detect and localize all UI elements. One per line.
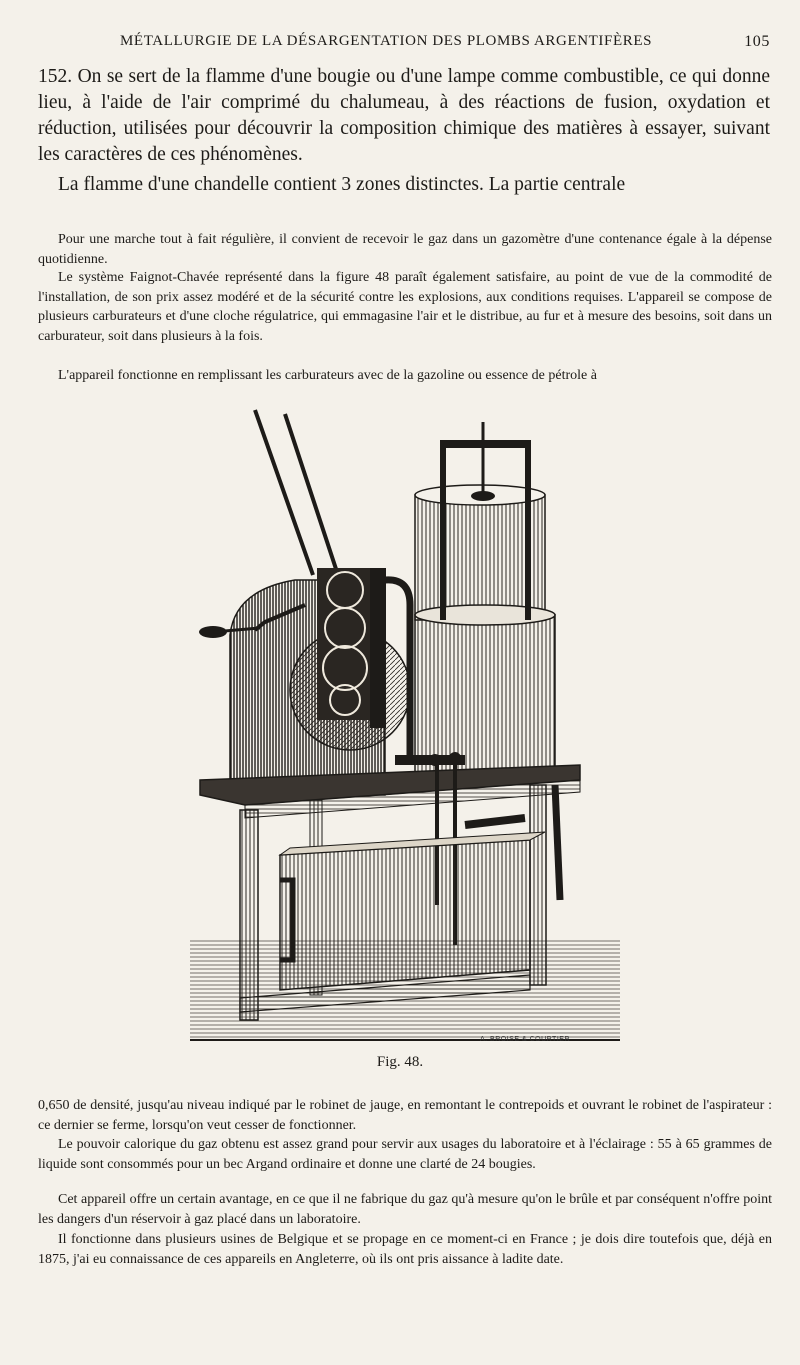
rod-right — [285, 414, 337, 572]
paragraph-152: 152. On se sert de la flamme d'une bougie ou d'une lampe comme combustible, ce qui donne lieu, à l'aide de l'air comprimé du chalumeau, à des réactions de fusion, oxydation et réduction, utilisées pour découvrir la composition chimique des matières à essayer, suivant les caractères de ces phénomènes. — [38, 66, 770, 165]
engraver-credit: A. BROISE & COURTIER — [480, 1036, 570, 1043]
paragraph-flame-zones: La flamme d'une chandelle contient 3 zones distinctes. La partie centrale — [58, 174, 626, 195]
running-title: MÉTALLURGIE DE LA DÉSARGENTATION DES PLOMBS ARGENTIFÈRES — [120, 33, 653, 49]
paragraph-advantage: Cet appareil offre un certain avantage, en ce que il ne fabrique du gaz qu'à mesure qu'on le brûle et par conséquent n'offre point les dangers d'un réservoir à gaz placé dans un laboratoire. — [38, 1192, 772, 1227]
apparatus-illustration — [185, 400, 625, 1050]
figure-caption: Fig. 48. — [376, 1054, 424, 1070]
rod-left — [255, 410, 313, 575]
table-leg-front-right — [530, 785, 546, 985]
storage-tank — [280, 840, 530, 990]
paragraph-belgium: Il fonctionne dans plusieurs usines de Belgique et se propage en ce moment-ci en France ; je dois dire toutefois que, déjà en 1875, j'ai eu connaissance de ces appareils en Angleterre, où ils ont pris aissance à ladite date. — [38, 1232, 772, 1267]
paragraph-density: 0,650 de densité, jusqu'au niveau indiqué par le robinet de jauge, en remontant le contrepoids et ouvrant le robinet de l'aspirateur : ce dernier se ferme, lorsqu'on veut cesser de fonctionner. — [38, 1098, 772, 1133]
table-leg-front-left — [240, 810, 258, 1020]
paragraph-calorific: Le pouvoir calorique du gaz obtenu est assez grand pour servir aux usages du laboratoire et à l'éclairage : 55 à 65 grammes de liquide sont consommés pour un bec Argand ordinaire et donne une clarté de 24 bougies. — [38, 1137, 772, 1172]
page-number: 105 — [744, 33, 770, 50]
paragraph-faignot-chavee: Le système Faignot-Chavée représenté dans la figure 48 paraît également satisfaire, au point de vue de la commodité de l'installation, de son prix assez modéré et de la sécurité contre les explosions, aux conditions requises. L'appareil se compose de plusieurs carburateurs et d'une cloche régulatrice, qui emmagasine l'air et le distribue, au fur et à mesure des besoins, soit dans un carburateur, soit dans plusieurs à la fois. — [38, 270, 772, 344]
paragraph-gazometer: Pour une marche tout à fait régulière, il convient de recevoir le gaz dans un gazomètre d'une contenance égale à la dépense quotidienne. — [38, 232, 772, 267]
paragraph-operation: L'appareil fonctionne en remplissant les carburateurs avec de la gazoline ou essence de pétrole à — [58, 368, 597, 383]
running-header — [40, 33, 770, 57]
